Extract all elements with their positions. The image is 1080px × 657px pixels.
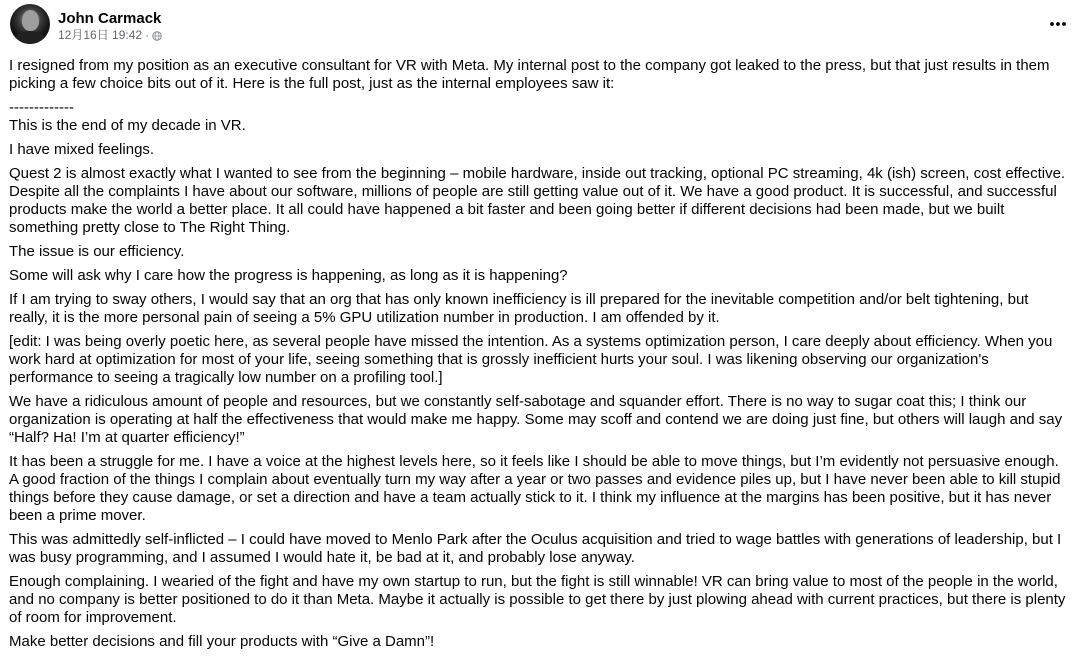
author-name[interactable]: John Carmack (58, 10, 162, 27)
paragraph-intro: I resigned from my position as an executive consultant for VR with Meta. My internal post to the company got leaked to the press, but that just results in them picking a few choice bits out of it. Here is the full post, just as the internal employees saw it: (9, 57, 1050, 92)
paragraph-divider: ------------- (9, 99, 74, 116)
avatar[interactable] (10, 4, 50, 44)
avatar-shoulders (14, 31, 46, 44)
paragraph: The issue is our efficiency. (9, 243, 185, 260)
paragraph: We have a ridiculous amount of people and resources, but we constantly self-sabotage and squander effort. There is no way to sugar coat this; I think our organization is operating at half the effectiveness that would make me happy. Some may scoff and contend we are doing just fine, but others will laugh and say “Half? Ha! I’m at quarter efficiency!” (9, 393, 1063, 446)
more-options-button[interactable] (1046, 12, 1070, 36)
paragraph: Enough complaining. I wearied of the fight and have my own startup to run, but the fight is still winnable! VR can bring value to most of the people in the world, and no company is better positioned to do it than Meta. Maybe it actually is possible to get there by just plowing ahead with current practices, but there is plenty of room for improvement. (9, 573, 1066, 626)
globe-icon[interactable] (152, 30, 162, 40)
post-body (9, 57, 1071, 657)
paragraph: If I am trying to sway others, I would say that an org that has only known inefficiency is ill prepared for the inevitable competition and/or belt tightening, but really, it is the more personal pain of seeing a 5% GPU utilization number in production. I am offended by it. (9, 291, 1029, 326)
avatar-face (22, 10, 39, 31)
paragraph: This is the end of my decade in VR. (9, 117, 246, 134)
more-dots-icon (1049, 21, 1067, 27)
paragraph: [edit: I was being overly poetic here, as several people have missed the intention. As a systems optimization person, I care deeply about efficiency. When you work hard at optimization for most of your life, seeing something that is grossly inefficient hurts your soul. I was likening observing our organization's performance to seeing a tragically low number on a profiling tool.] (9, 333, 1053, 386)
paragraph: This was admittedly self-inflicted – I could have moved to Menlo Park after the Oculus acquisition and tried to wage battles with generations of leadership, but I was busy programming, and I assumed I would hate it, be bad at it, and probably lose anyway. (9, 531, 1062, 566)
paragraph: Some will ask why I care how the progress is happening, as long as it is happening? (9, 267, 568, 284)
post-timestamp[interactable]: 12月16日 19:42 (58, 28, 143, 42)
paragraph: Make better decisions and fill your products with “Give a Damn”! (9, 633, 435, 650)
post-meta (58, 28, 162, 42)
paragraph: Quest 2 is almost exactly what I wanted to see from the beginning – mobile hardware, inside out tracking, optional PC streaming, 4k (ish) screen, cost effective. Despite all the complaints I have about our software, millions of people are still getting value out of it. We have a good product. It is successful, and successful products make the world a better place. It all could have happened a bit faster and been going better if different decisions had been made, but we built something pretty close to The Right Thing. (9, 165, 1066, 236)
paragraph: It has been a struggle for me. I have a voice at the highest levels here, so it feels like I should be able to move things, but I’m evidently not persuasive enough. A good fraction of the things I complain about eventually turn my way after a year or two passes and evidence piles up, but I have never been able to kill stupid things before they cause damage, or set a direction and have a team actually stick to it. I think my influence at the margins has been positive, but it has never been a prime mover. (9, 453, 1061, 524)
paragraph: I have mixed feelings. (9, 141, 155, 158)
post-header (10, 4, 1070, 46)
meta-separator: · (145, 28, 150, 42)
